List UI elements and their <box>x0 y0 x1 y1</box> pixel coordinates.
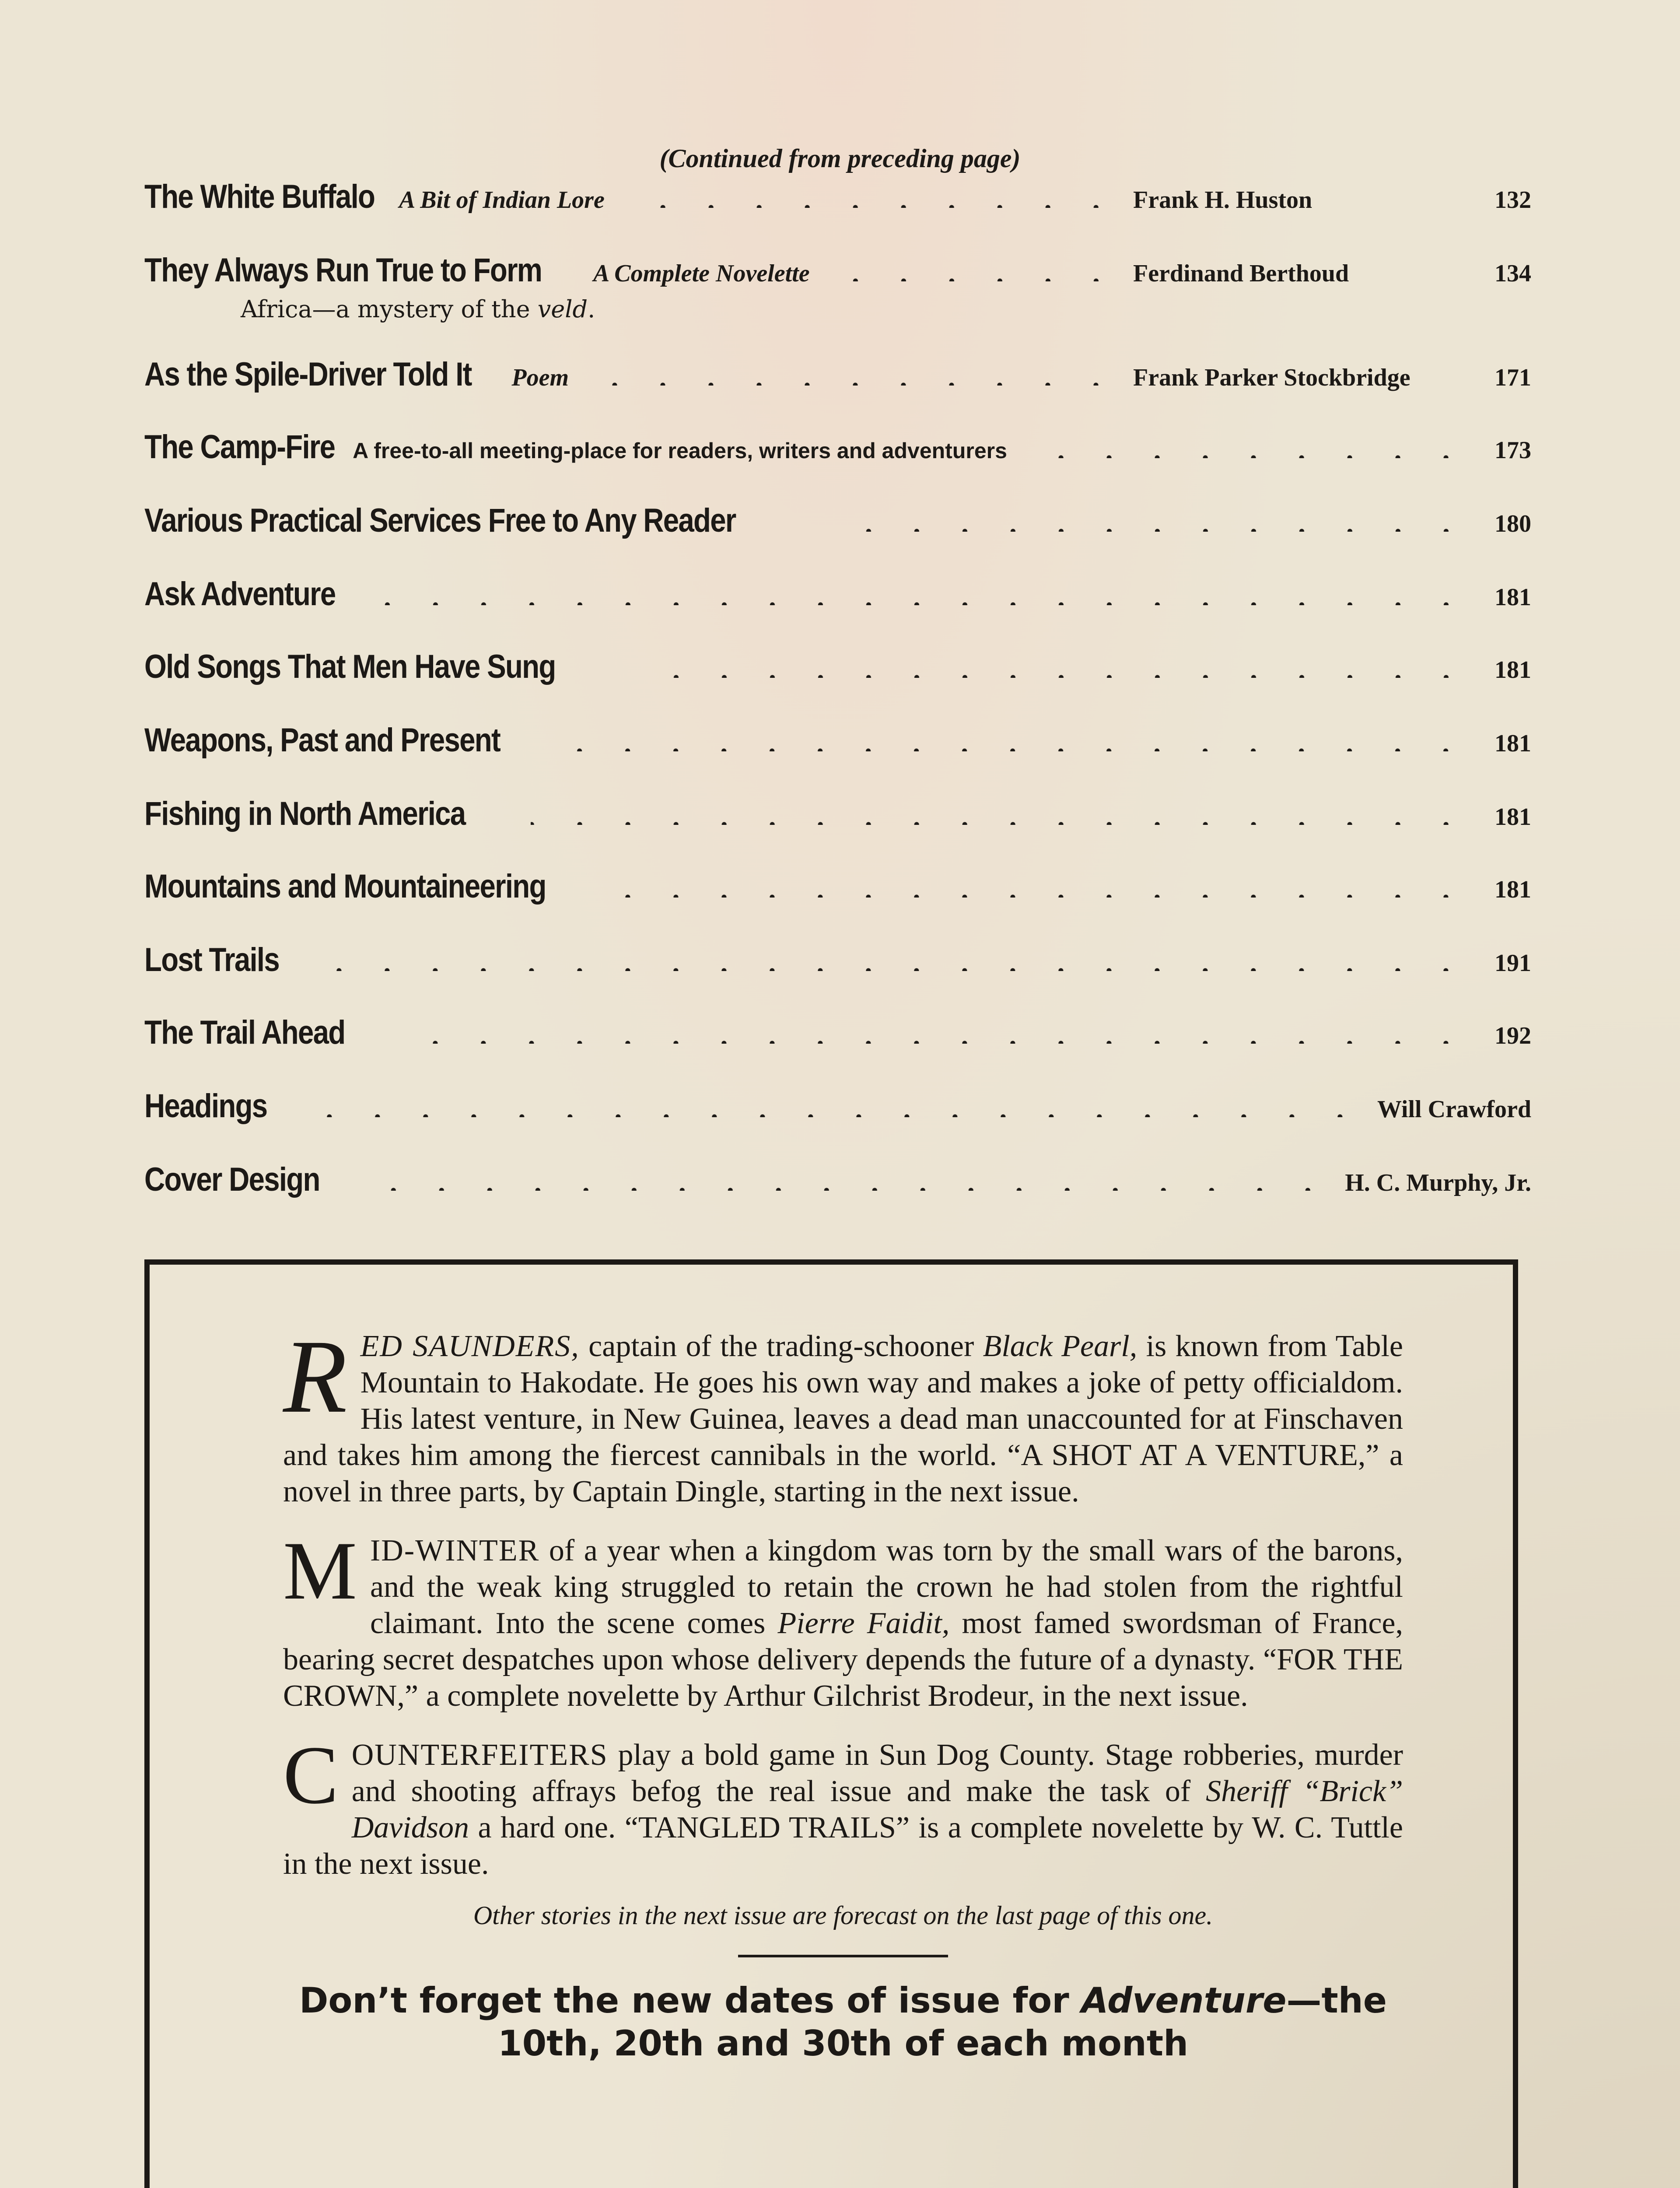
toc-entry <box>144 355 1531 393</box>
toc-title: Headings <box>144 1087 267 1125</box>
leader-dots <box>845 501 1470 532</box>
toc-title: Weapons, Past and Present <box>144 722 500 759</box>
toc-entry <box>144 575 1531 613</box>
leader-dots <box>300 1087 1364 1117</box>
toc-entry <box>144 867 1531 905</box>
toc-page-number: 181 <box>1494 803 1531 831</box>
toc-title: Cover Design <box>144 1161 320 1198</box>
leader-dots <box>636 647 1470 678</box>
toc-entry <box>144 177 1531 216</box>
forecast-note: Other stories in the next issue are forecast on the last page of this one. <box>473 1901 1213 1930</box>
toc-title: Old Songs That Men Have Sung <box>144 648 556 685</box>
leader-dots <box>618 177 1120 208</box>
promo-paragraph: COUNTERFEITERS play a bold game in Sun Dog County. Stage robberies, murder and shooting affrays befog the real issue and make the task of Sheriff “Brick” Davidson a hard one. “TANGLED TRAILS” is a complete novelette by W. C. Tuttle in the next issue. <box>283 1729 1404 1881</box>
toc-author: Will Crawford <box>1377 1096 1531 1123</box>
toc-entry <box>144 1013 1531 1052</box>
toc-author: Frank Parker Stockbridge <box>1133 364 1410 391</box>
toc-title: The Camp-Fire <box>144 428 335 466</box>
toc-entry <box>144 501 1531 540</box>
leader-dots <box>582 355 1120 386</box>
toc-page-number: 180 <box>1494 510 1531 537</box>
drop-cap: R <box>283 1318 347 1434</box>
leader-dots <box>531 794 1470 825</box>
toc-page-number: 192 <box>1494 1022 1531 1049</box>
toc-title: Various Practical Services Free to Any Reader <box>144 502 736 539</box>
promo-paragraph: RED SAUNDERS, captain of the trading-schooner Black Pearl, is known from Table Mountain to Hakodate. He goes his own way and makes a joke of petty officialdom. His latest venture, in New Guinea, leaves a dead man unaccounted for at Finschaven and takes him among the fiercest cannibals in the world. “A SHOT AT A VENTURE,” a novel in three parts, by Captain Dingle, starting in the next issue. <box>283 1318 1403 1508</box>
toc-title: Lost Trails <box>144 941 279 978</box>
toc-page-number: 171 <box>1494 364 1531 391</box>
toc-entry <box>144 1087 1531 1125</box>
toc-page-number: 181 <box>1494 730 1531 757</box>
toc-description: A Complete Novelette <box>593 260 810 287</box>
toc-page-number: 173 <box>1494 437 1531 464</box>
toc-title: They Always Run True to Form <box>144 252 542 289</box>
toc-title: Mountains and Mountaineering <box>144 868 546 905</box>
leader-dots <box>314 940 1470 971</box>
leader-dots <box>823 251 1120 281</box>
toc-page-number: 191 <box>1494 950 1531 977</box>
toc-description: A Bit of Indian Lore <box>399 186 605 214</box>
divider <box>738 1955 948 1957</box>
leader-dots <box>571 721 1470 751</box>
toc-page-number: 181 <box>1494 656 1531 684</box>
continued-note: (Continued from preceding page) <box>659 144 1021 173</box>
toc-entry <box>144 794 1531 833</box>
toc-title: Fishing in North America <box>144 795 466 832</box>
toc-entry <box>144 721 1531 759</box>
toc-title: The Trail Ahead <box>144 1014 345 1051</box>
toc-entry <box>144 647 1531 686</box>
promo-paragraph: MID-WINTER of a year when a kingdom was torn by the small wars of the barons, and the weak king struggled to retain the crown he had stolen from the rightful claimant. Into the scene comes Pierre Faidit, most famed swordsman of France, bearing secret despatches upon whose delivery depends the future of a dynasty. “FOR THE CROWN,” a complete novelette by Arthur Gilchrist Brodeur, in the next issue. <box>283 1525 1403 1713</box>
issue-dates-notice: Don’t forget the new dates of issue for Adventure—the 10th, 20th and 30th of each month <box>299 1980 1387 2064</box>
toc-entry <box>144 251 1531 289</box>
toc-author: Ferdinand Berthoud <box>1133 260 1349 287</box>
toc-title: As the Spile-Driver Told It <box>144 356 472 393</box>
toc-page-number: 132 <box>1494 186 1531 214</box>
toc-author: H. C. Murphy, Jr. <box>1345 1169 1531 1196</box>
leader-dots <box>1020 428 1470 458</box>
toc-description: A free-to-all meeting-place for readers, writers and adventurers <box>353 438 1007 463</box>
next-issue-content <box>283 1318 1404 2065</box>
toc-page-number: 134 <box>1494 260 1531 287</box>
toc-page-number: 181 <box>1494 584 1531 611</box>
leader-dots <box>380 575 1470 605</box>
toc-title: Ask Adventure <box>144 575 336 613</box>
toc-entry <box>144 940 1531 979</box>
toc-entry <box>144 1160 1531 1199</box>
next-issue-box <box>144 1259 1518 2188</box>
leader-dots <box>391 1013 1470 1044</box>
toc-page-number: 181 <box>1494 876 1531 903</box>
toc-description: Poem <box>511 364 569 391</box>
drop-cap: M <box>283 1525 357 1617</box>
toc-subtitle: Africa—a mystery of the veld. <box>241 295 595 323</box>
leader-dots <box>361 1160 1332 1191</box>
drop-cap: C <box>283 1729 339 1821</box>
leader-dots <box>624 867 1470 898</box>
toc-title: The White Buffalo <box>144 178 375 215</box>
toc-entry <box>144 428 1531 466</box>
toc-author: Frank H. Huston <box>1133 186 1312 214</box>
